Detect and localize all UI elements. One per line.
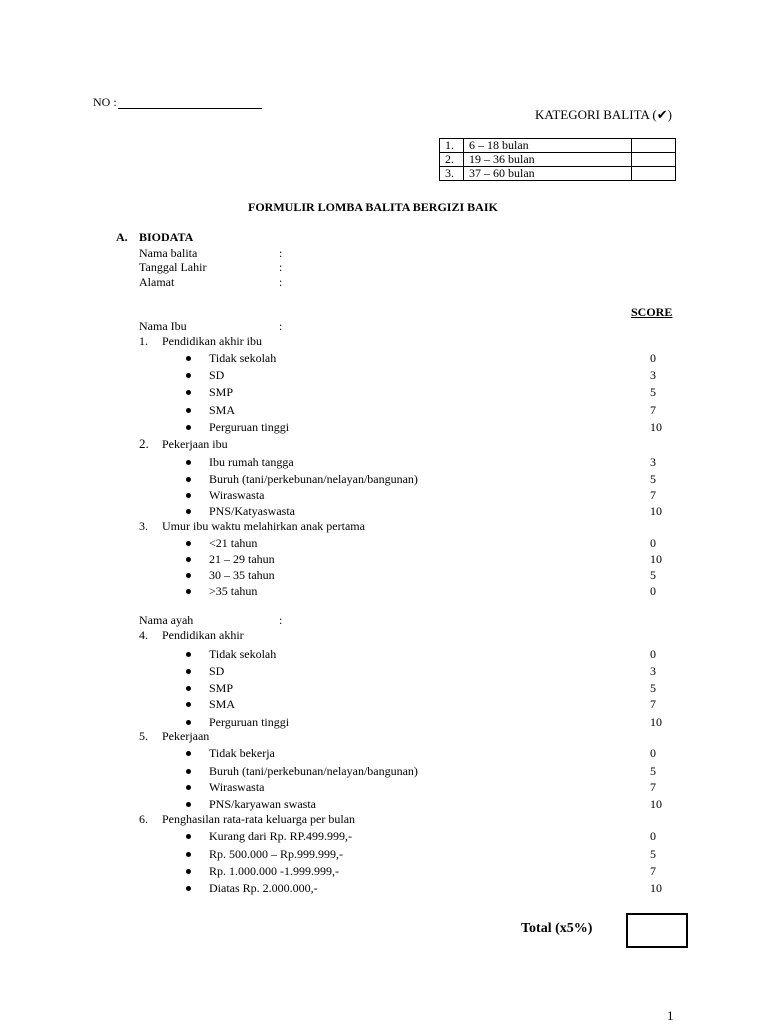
field-colon: : [279,260,283,274]
option-label: 21 – 29 tahun [209,552,275,566]
question-title: Umur ibu waktu melahirkan anak pertama [162,519,365,533]
option-label: Ibu rumah tangga [209,455,294,469]
question-title: Pendidikan akhir ibu [162,334,262,348]
option-score: 10 [650,552,662,566]
option-label: Tidak sekolah [209,351,277,365]
option-score: 10 [650,715,662,729]
option-score: 0 [650,536,656,550]
kategori-no: 1. [440,139,464,153]
question-number: 5. [139,729,148,743]
option-label: 30 – 35 tahun [209,568,275,582]
table-row [440,167,676,181]
option-label: SMA [209,403,236,417]
option-score: 0 [650,829,656,843]
option-label: Wiraswasta [209,488,265,502]
kategori-table [439,138,676,181]
option-score: 5 [650,472,656,486]
score-header: SCORE [631,305,673,319]
option-score: 5 [650,385,656,399]
field-label-alamat: Alamat [139,275,175,289]
option-label: SMA [209,697,236,711]
option-score: 0 [650,584,656,598]
kategori-label: KATEGORI BALITA (✔) [535,107,672,122]
option-label: SMP [209,681,234,695]
option-label: Tidak bekerja [209,746,275,760]
option-label: <21 tahun [209,536,258,550]
total-label: Total (x5%) [521,921,593,936]
option-score: 10 [650,881,662,895]
question-title: Pendidikan akhir [162,628,244,642]
kategori-no: 2. [440,153,464,167]
option-score: 7 [650,697,656,711]
option-score: 7 [650,780,656,794]
option-score: 10 [650,797,662,811]
field-colon: : [279,275,283,289]
option-score: 0 [650,746,656,760]
option-label: SD [209,368,225,382]
section-a-title: BIODATA [139,230,194,244]
kategori-range: 6 – 18 bulan [464,139,632,153]
section-a-label: A. [116,230,128,244]
table-row [440,153,676,167]
kategori-check-cell[interactable] [632,139,676,153]
option-label: Buruh (tani/perkebunan/nelayan/bangunan) [209,764,418,778]
field-label-tanggal-lahir: Tanggal Lahir [139,260,207,274]
nama-ibu-label: Nama Ibu [139,319,187,333]
field-colon: : [279,319,283,333]
option-label: PNS/Katyaswasta [209,504,295,518]
option-label: Diatas Rp. 2.000.000,- [209,881,318,895]
option-label: Perguruan tinggi [209,420,290,434]
option-score: 10 [650,420,662,434]
option-score: 5 [650,847,656,861]
question-number: 1. [139,334,148,348]
kategori-check-cell[interactable] [632,167,676,181]
option-label: Buruh (tani/perkebunan/nelayan/bangunan) [209,472,418,486]
question-number: 3. [139,519,148,533]
question-title: Penghasilan rata-rata keluarga per bulan [162,812,356,826]
kategori-no: 3. [440,167,464,181]
form-title: FORMULIR LOMBA BALITA BERGIZI BAIK [248,200,498,214]
question-title: Pekerjaan [162,729,210,743]
option-label: Wiraswasta [209,780,265,794]
option-score: 3 [650,368,656,382]
question-number: 2. [139,436,149,451]
kategori-range: 37 – 60 bulan [464,167,632,181]
question-number: 6. [139,812,148,826]
option-label: Perguruan tinggi [209,715,290,729]
nama-ayah-label: Nama ayah [139,613,194,627]
field-colon: : [279,613,283,627]
option-score: 3 [650,455,656,469]
option-score: 3 [650,664,656,678]
question-number: 4. [139,628,148,642]
option-score: 5 [650,764,656,778]
table-row [440,139,676,153]
option-label: PNS/karyawan swasta [209,797,316,811]
option-label: SMP [209,385,234,399]
option-score: 5 [650,568,656,582]
option-score: 7 [650,864,656,878]
option-label: >35 tahun [209,584,258,598]
option-score: 0 [650,351,656,365]
option-score: 7 [650,488,656,502]
option-label: Kurang dari Rp. RP.499.999,- [209,829,352,843]
option-label: Rp. 500.000 – Rp.999.999,- [209,847,344,861]
kategori-range: 19 – 36 bulan [464,153,632,167]
field-label-nama-balita: Nama balita [139,246,198,260]
option-score: 7 [650,403,656,417]
no-label: NO : [93,95,117,109]
kategori-check-cell[interactable] [632,153,676,167]
total-score-box[interactable] [626,913,688,948]
option-label: Rp. 1.000.000 -1.999.999,- [209,864,339,878]
option-score: 5 [650,681,656,695]
question-title: Pekerjaan ibu [162,437,228,451]
option-label: Tidak sekolah [209,647,277,661]
option-score: 0 [650,647,656,661]
page-number: 1 [667,1008,674,1023]
no-blank-line [118,108,262,109]
option-score: 10 [650,504,662,518]
field-colon: : [279,246,283,260]
option-label: SD [209,664,225,678]
